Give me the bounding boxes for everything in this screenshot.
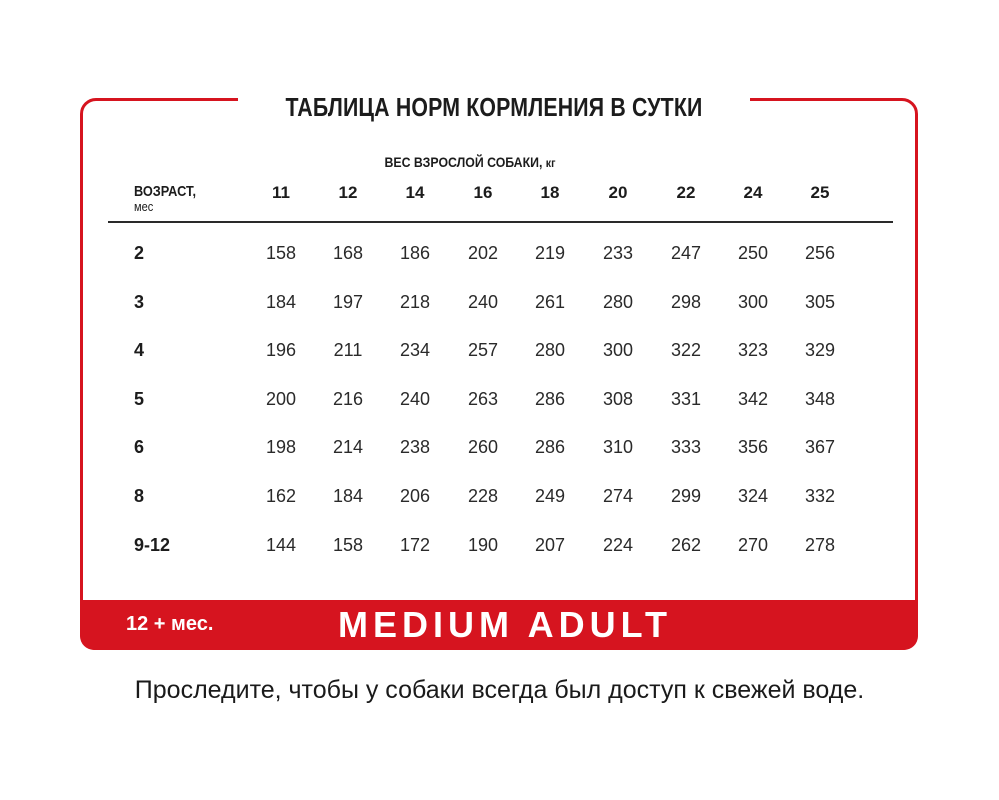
value-cell: 158	[332, 535, 364, 555]
value-cell: 310	[602, 437, 634, 457]
value-cell: 286	[534, 437, 566, 457]
table-row	[0, 535, 999, 565]
age-cell: 9-12	[134, 535, 171, 555]
table-row	[0, 389, 999, 419]
value-cell: 300	[602, 340, 634, 360]
value-cell: 196	[265, 340, 297, 360]
age-cell: 3	[134, 292, 145, 312]
value-cell: 214	[332, 437, 364, 457]
age-cell: 2	[134, 243, 145, 263]
value-cell: 206	[399, 486, 431, 506]
value-cell: 305	[804, 292, 836, 312]
value-cell: 331	[670, 389, 702, 409]
value-cell: 261	[534, 292, 566, 312]
value-cell: 202	[467, 243, 499, 263]
value-cell: 144	[265, 535, 297, 555]
value-cell: 197	[332, 292, 364, 312]
table-row	[0, 486, 999, 516]
age-cell: 4	[134, 340, 145, 360]
value-cell: 299	[670, 486, 702, 506]
weight-header: 20	[608, 183, 628, 202]
age-cell: 5	[134, 389, 145, 409]
weight-header: 25	[810, 183, 830, 202]
age-cell: 8	[134, 486, 145, 506]
value-cell: 367	[804, 437, 836, 457]
value-cell: 333	[670, 437, 702, 457]
value-cell: 308	[602, 389, 634, 409]
value-cell: 300	[737, 292, 769, 312]
weight-header: 22	[676, 183, 696, 202]
table-title: ТАБЛИЦА НОРМ КОРМЛЕНИЯ В СУТКИ	[285, 92, 703, 122]
weight-header: 16	[473, 183, 493, 202]
value-cell: 263	[467, 389, 499, 409]
value-cell: 274	[602, 486, 634, 506]
value-cell: 190	[467, 535, 499, 555]
value-cell: 218	[399, 292, 431, 312]
footer-note: Проследите, чтобы у собаки всегда был доступ к свежей воде.	[134, 676, 865, 704]
value-cell: 184	[265, 292, 297, 312]
weight-caption-text: ВЕС ВЗРОСЛОЙ СОБАКИ,	[384, 154, 543, 170]
table-row	[0, 437, 999, 467]
age-cell: 6	[134, 437, 145, 457]
value-cell: 211	[333, 340, 363, 360]
value-cell: 240	[467, 292, 499, 312]
feeding-table-card	[80, 98, 918, 650]
value-cell: 280	[534, 340, 566, 360]
value-cell: 249	[534, 486, 566, 506]
value-cell: 162	[265, 486, 297, 506]
value-cell: 247	[670, 243, 702, 263]
value-cell: 238	[399, 437, 431, 457]
age-header-text: ВОЗРАСТ,	[134, 183, 197, 200]
value-cell: 198	[265, 437, 297, 457]
age-column-header	[134, 184, 196, 214]
value-cell: 184	[332, 486, 364, 506]
value-cell: 200	[265, 389, 297, 409]
product-banner	[80, 600, 918, 650]
header-divider	[108, 221, 893, 223]
value-cell: 262	[670, 535, 702, 555]
value-cell: 224	[602, 535, 634, 555]
value-cell: 348	[804, 389, 836, 409]
value-cell: 342	[737, 389, 769, 409]
weight-header: 24	[743, 183, 763, 202]
weight-unit: кг	[545, 156, 556, 170]
value-cell: 186	[399, 243, 431, 263]
value-cell: 324	[737, 486, 769, 506]
banner-age-label: 12 + мес.	[126, 613, 214, 635]
value-cell: 286	[534, 389, 566, 409]
value-cell: 172	[399, 535, 431, 555]
value-cell: 233	[602, 243, 634, 263]
weight-header: 12	[338, 183, 358, 202]
value-cell: 356	[737, 437, 769, 457]
value-cell: 219	[534, 243, 566, 263]
value-cell: 168	[332, 243, 364, 263]
value-cell: 280	[602, 292, 634, 312]
value-cell: 228	[467, 486, 499, 506]
table-row	[0, 292, 999, 322]
value-cell: 329	[804, 340, 836, 360]
value-cell: 270	[737, 535, 769, 555]
value-cell: 240	[399, 389, 431, 409]
value-cell: 278	[804, 535, 836, 555]
value-cell: 216	[332, 389, 364, 409]
value-cell: 257	[467, 340, 499, 360]
weight-header: 11	[272, 183, 290, 202]
value-cell: 256	[804, 243, 836, 263]
value-cell: 250	[737, 243, 769, 263]
value-cell: 332	[804, 486, 836, 506]
banner-product-name: MEDIUM ADULT	[338, 604, 672, 645]
value-cell: 260	[467, 437, 499, 457]
table-row	[0, 243, 999, 273]
weight-caption	[320, 154, 619, 170]
value-cell: 207	[534, 535, 566, 555]
weight-header: 18	[540, 183, 560, 202]
value-cell: 234	[399, 340, 431, 360]
value-cell: 298	[670, 292, 702, 312]
value-cell: 323	[737, 340, 769, 360]
value-cell: 322	[670, 340, 702, 360]
value-cell: 158	[265, 243, 297, 263]
table-row	[0, 340, 999, 370]
weight-header: 14	[405, 183, 425, 202]
age-unit: мес	[134, 199, 154, 214]
